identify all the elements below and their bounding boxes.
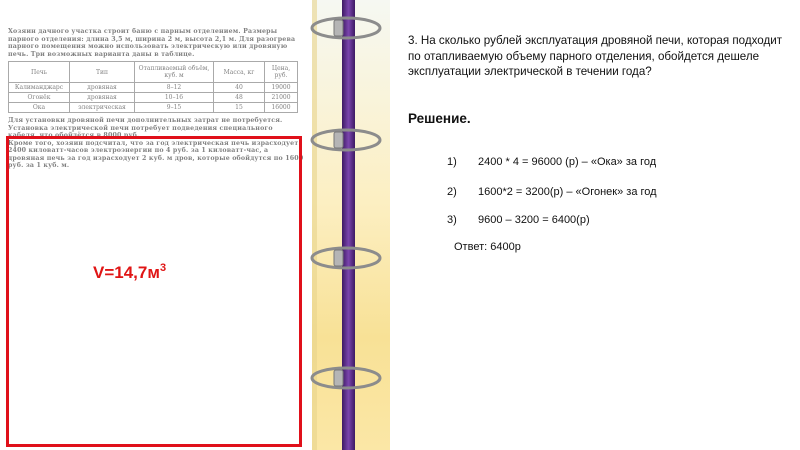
table-header: Масса, кг [214, 62, 265, 83]
table-cell: 10–16 [135, 93, 214, 103]
table-cell: Калиманджарс [9, 83, 70, 93]
task-question: 3. На сколько рублей эксплуатация дровяной печи, которая подходит по отапливаемую объему парного отделения, обойдется дешеле эксплуатации электрической в течении года? [408, 34, 783, 78]
volume-exponent: 3 [159, 262, 167, 274]
table-cell: Ока [9, 103, 70, 113]
table-header: Тип [70, 62, 135, 83]
volume-value: V=14,7м [93, 263, 160, 282]
solution-title: Решение. [408, 111, 471, 126]
step-text: 1600*2 = 3200(р) – «Огонек» за год [478, 186, 657, 198]
table-cell: 40 [214, 83, 265, 93]
binder-rod [342, 0, 355, 450]
table-header: Цена, руб. [265, 62, 298, 83]
problem-paragraph-1: Для установки дровяной печи дополнительных затрат не потребуется. Установка электрической печи потребует подведения специального кабеля, что обойдётся в 8000 руб. [8, 117, 283, 139]
table-cell: 15 [214, 103, 265, 113]
table-cell: 8–12 [135, 83, 214, 93]
step-text: 9600 – 3200 = 6400(р) [478, 214, 590, 226]
table-cell: 16000 [265, 103, 298, 113]
table-cell: дровяная [70, 93, 135, 103]
table-cell: Огонёк [9, 93, 70, 103]
table-cell: электрическая [70, 103, 135, 113]
problem-paragraph-2: Кроме того, хозяин подсчитал, что за год электрическая печь израсходует 2400 киловатт-часов электроэнергии по 4 руб. за 1 киловатт-час, а дровяная печь за год израсходует 2 куб. м дров, которые обойдутся по 1600 руб. за 1 куб. м. [8, 139, 304, 169]
step-number: 3) [447, 214, 457, 226]
table-cell: дровяная [70, 83, 135, 93]
table-cell: 19000 [265, 83, 298, 93]
table-cell: 9–15 [135, 103, 214, 113]
problem-intro: Хозяин дачного участка строит баню с парным отделением. Размеры парного отделения: длина 3,5 м, ширина 2 м, высота 2,1 м. Для разогрева парного помещения можно использовать электрическую или дровяную печь. Три возможных варианта даны в таблице. [8, 28, 296, 58]
answer-text: Ответ: 6400р [454, 241, 521, 253]
table-header: Отапливаемый объём, куб. м [135, 62, 214, 83]
step-number: 1) [447, 156, 457, 168]
step-text: 2400 * 4 = 96000 (р) – «Ока» за год [478, 156, 657, 168]
table-cell: 48 [214, 93, 265, 103]
table-header: Печь [9, 62, 70, 83]
step-number: 2) [447, 186, 457, 198]
table-cell: 21000 [265, 93, 298, 103]
